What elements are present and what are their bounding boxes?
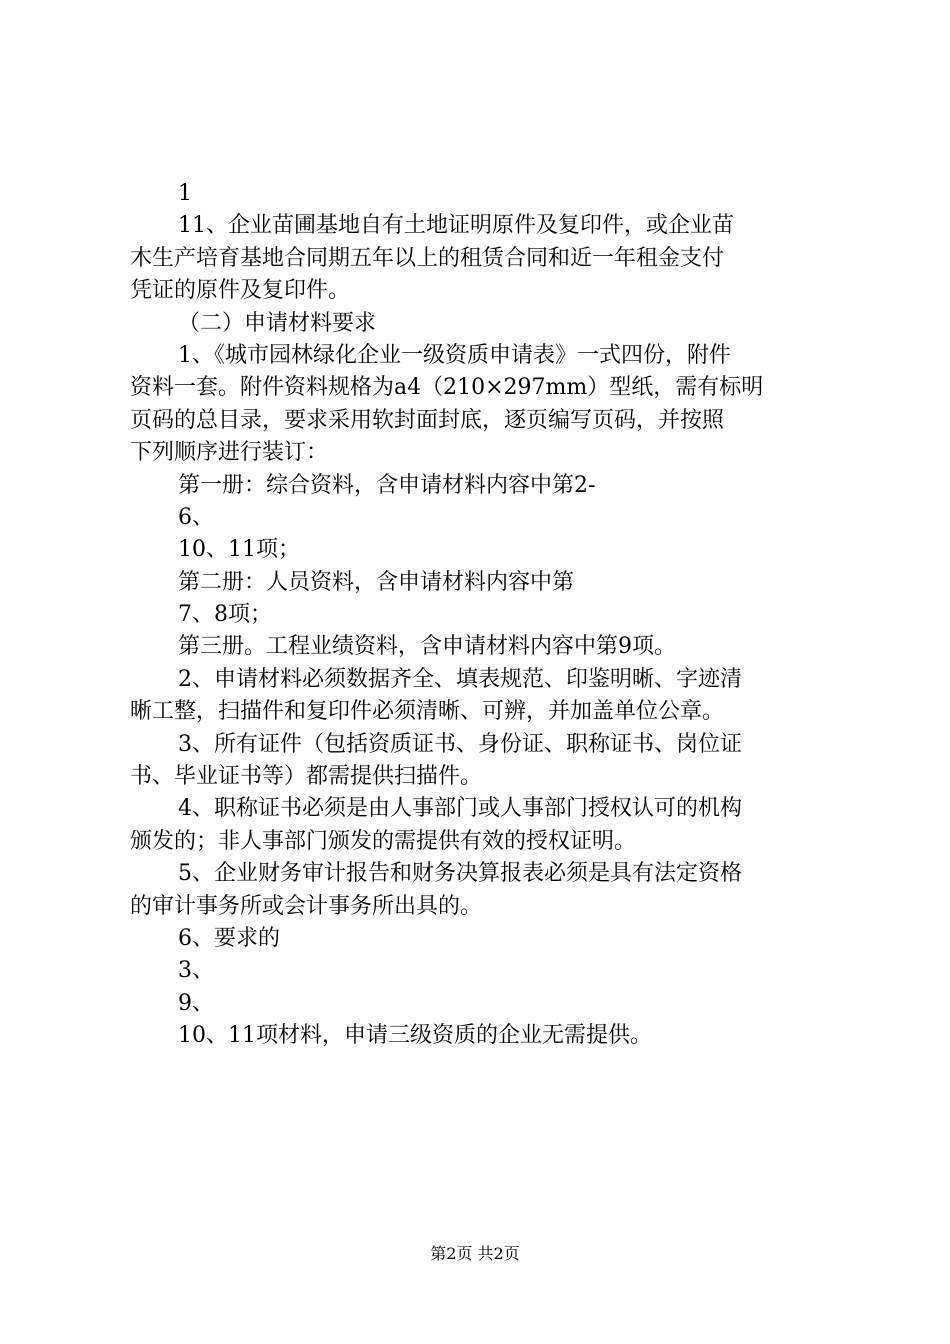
section-heading: （二）申请材料要求 xyxy=(178,310,377,336)
text-line: 书、毕业证书等）都需提供扫描件。 xyxy=(130,764,483,790)
text-line: 第一册：综合资料，含申请材料内容中第2- xyxy=(178,472,596,498)
text-line: 下列顺序进行装订： xyxy=(130,440,329,466)
text-line: 第二册：人员资料，含申请材料内容中第 xyxy=(178,569,575,595)
text-line: 凭证的原件及复印件。 xyxy=(130,278,351,304)
text-line: 颁发的；非人事部门颁发的需提供有效的授权证明。 xyxy=(130,828,637,854)
text-line: 3、 xyxy=(178,958,214,984)
text-line: 9、 xyxy=(178,990,214,1016)
text-line: 6、要求的 xyxy=(178,925,280,951)
text-line: 6、 xyxy=(178,504,214,530)
text-line: 5、企业财务审计报告和财务决算报表必须是具有法定资格 xyxy=(178,861,742,887)
text-line: 的审计事务所或会计事务所出具的。 xyxy=(130,893,483,919)
text-line: 11、企业苗圃基地自有土地证明原件及复印件，或企业苗 xyxy=(178,213,734,239)
document-body xyxy=(130,178,830,1053)
text-line: 7、8项； xyxy=(178,602,272,628)
text-line: 晰工整，扫描件和复印件必须清晰、可辨，并加盖单位公章。 xyxy=(130,699,725,725)
text-line: 1、《城市园林绿化企业一级资质申请表》一式四份，附件 xyxy=(178,342,731,368)
text-line: 10、11项材料，申请三级资质的企业无需提供。 xyxy=(178,1023,652,1049)
text-line: 10、11项； xyxy=(178,537,300,563)
text-line: 第三册。工程业绩资料，含申请材料内容中第9项。 xyxy=(178,634,676,660)
text-line: 页码的总目录，要求采用软封面封底，逐页编写页码，并按照 xyxy=(130,407,725,433)
text-line: 木生产培育基地合同期五年以上的租赁合同和近一年租金支付 xyxy=(130,245,725,271)
text-line: 3、所有证件（包括资质证书、身份证、职称证书、岗位证 xyxy=(178,731,742,757)
page-number-footer: 第2页 共2页 xyxy=(430,1244,520,1263)
text-line: 资料一套。附件资料规格为a4（210×297mm）型纸，需有标明 xyxy=(130,375,764,401)
text-line: 4、职称证书必须是由人事部门或人事部门授权认可的机构 xyxy=(178,796,742,822)
text-line: 2、申请材料必须数据齐全、填表规范、印鉴明晰、字迹清 xyxy=(178,666,742,692)
text-line: 1 xyxy=(178,181,192,206)
